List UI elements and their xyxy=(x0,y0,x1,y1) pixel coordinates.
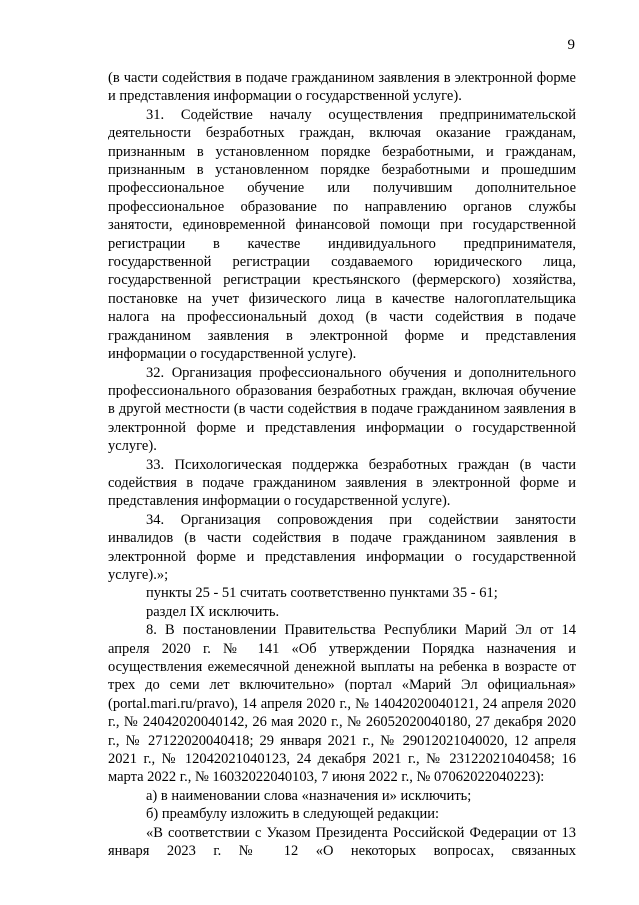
paragraph: 32. Организация профессионального обучения и дополнительного профессионального образования безработных граждан, включая обучение в другой местности (в части содействия в подаче гражданином заявления в электронной форме и представления информации о государственной услуге). xyxy=(108,364,576,455)
paragraph: «В соответствии с Указом Президента Российской Федерации от 13 января 2023 г. № 12 «О некоторых вопросах, связанных xyxy=(108,824,576,860)
paragraph: б) преамбулу изложить в следующей редакции: xyxy=(146,806,440,823)
paragraph: а) в наименовании слова «назначения и» исключить; xyxy=(146,787,472,804)
page-number: 9 xyxy=(567,37,575,53)
document-body xyxy=(108,69,576,860)
paragraph: пункты 25 - 51 считать соответственно пунктами 35 - 61; xyxy=(146,585,498,602)
paragraph: 33. Психологическая поддержка безработных граждан (в части содействия в подаче гражданином заявления в электронной форме и представления информации о государственной услуге). xyxy=(108,456,576,510)
paragraph: 34. Организация сопровождения при содействии занятости инвалидов (в части содействия в подаче гражданином заявления в электронной форме и представления информации о государственной услуге).»; xyxy=(108,511,576,583)
paragraph: 8. В постановлении Правительства Республики Марий Эл от 14 апреля 2020 г. № 141 «Об утверждении Порядка назначения и осуществления ежемесячной денежной выплаты на ребенка в возрасте от трех до семи лет включительно» (портал «Марий Эл официальная» (portal.mari.ru/pravo), 14 апреля 2020 г., № 14042020040121, 24 апреля 2020 г., № 24042020040142, 26 мая 2020 г., № 26052020040180, 27 декабря 2020 г., № 27122020040418; 29 января 2021 г., № 29012021040020, 12 апреля 2021 г., № 12042021040123, 24 декабря 2021 г., № 23122021040458; 16 марта 2022 г., № 16032022040103, 7 июня 2022 г., № 07062022040223): xyxy=(108,622,576,786)
paragraph: 31. Содействие началу осуществления предпринимательской деятельности безработных граждан, включая оказание гражданам, признанным в установленном порядке безработными, и гражданам, признанным в установленном порядке безработными и прошедшим профессиональное обучение или получившим дополнительное профессиональное образование по направлению органов службы занятости, единовременной финансовой помощи при государственной регистрации в качестве индивидуального предпринимателя, государственной регистрации создаваемого юридического лица, государственной регистрации крестьянского (фермерского) хозяйства, постановке на учет физического лица в качестве налогоплательщика налога на профессиональный доход (в части содействия в подаче гражданином заявления в электронной форме и представления информации о государственной услуге). xyxy=(108,106,576,363)
paragraph: (в части содействия в подаче гражданином заявления в электронной форме и представления информации о государственной услуге). xyxy=(108,70,576,105)
paragraph: раздел IX исключить. xyxy=(146,603,280,620)
